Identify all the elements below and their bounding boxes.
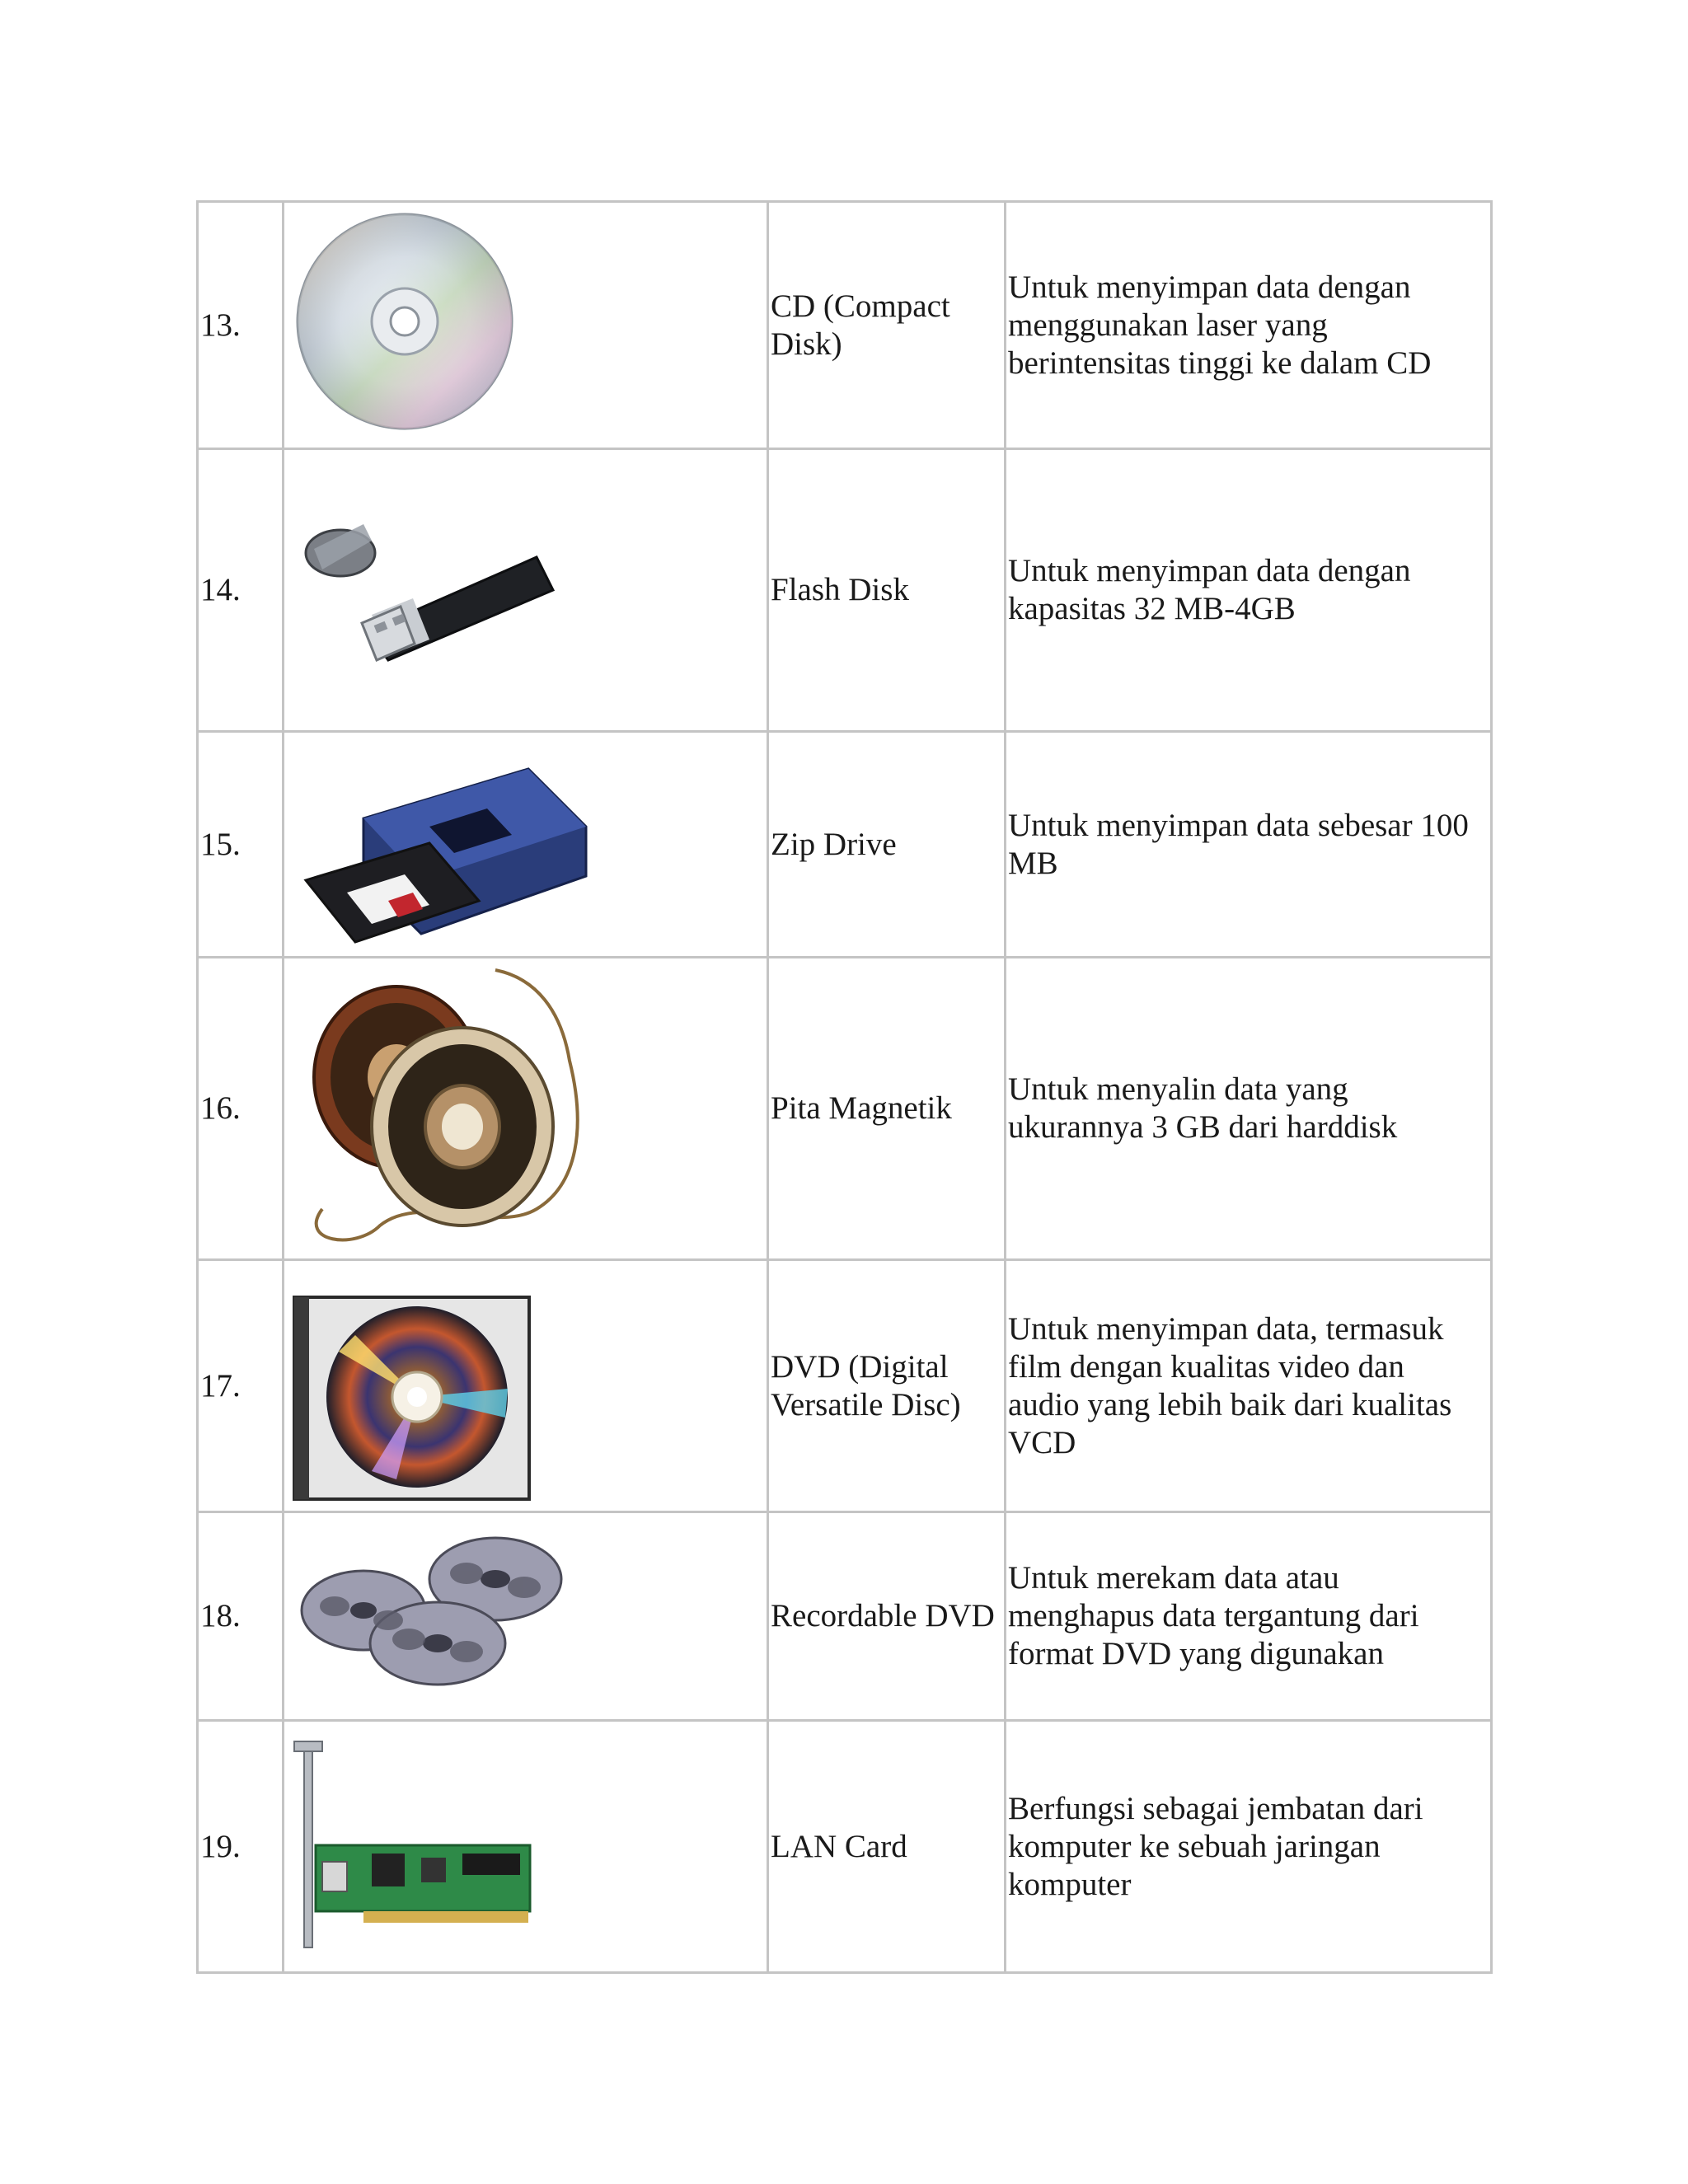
row-image xyxy=(284,1260,768,1512)
device-name: Flash Disk xyxy=(768,449,1006,732)
flash-disk-icon xyxy=(289,508,570,673)
device-name: Pita Magnetik xyxy=(768,958,1006,1260)
device-name: DVD (Digital Versatile Disc) xyxy=(768,1260,1006,1512)
table-row xyxy=(198,958,1492,1260)
device-description: Untuk menyimpan data dengan kapasitas 32 MB-4GB xyxy=(1006,449,1492,732)
row-image xyxy=(284,732,768,958)
table-row xyxy=(198,202,1492,449)
lan-card-icon xyxy=(289,1738,537,1952)
row-image xyxy=(284,958,768,1260)
table-row xyxy=(198,449,1492,732)
row-image xyxy=(284,449,768,732)
device-name: Zip Drive xyxy=(768,732,1006,958)
recordable-dvd-reels-icon xyxy=(289,1528,570,1693)
table-row xyxy=(198,1512,1492,1721)
device-description: Untuk menyimpan data dengan menggunakan laser yang berintensitas tinggi ke dalam CD xyxy=(1006,202,1492,449)
dvd-case-icon xyxy=(289,1294,537,1508)
row-image xyxy=(284,1512,768,1721)
row-number: 13. xyxy=(198,202,284,449)
table-row xyxy=(198,1721,1492,1973)
zip-drive-icon xyxy=(289,736,594,950)
device-description: Untuk merekam data atau menghapus data tergantung dari format DVD yang digunakan xyxy=(1006,1512,1492,1721)
row-image xyxy=(284,1721,768,1973)
device-description: Berfungsi sebagai jembatan dari komputer ke sebuah jaringan komputer xyxy=(1006,1721,1492,1973)
storage-devices-table xyxy=(196,200,1493,1974)
device-description: Untuk menyimpan data, termasuk film dengan kualitas video dan audio yang lebih baik dari kualitas VCD xyxy=(1006,1260,1492,1512)
row-number: 15. xyxy=(198,732,284,958)
row-number: 14. xyxy=(198,449,284,732)
row-number: 17. xyxy=(198,1260,284,1512)
row-image xyxy=(284,202,768,449)
cd-disc-icon xyxy=(289,206,520,437)
row-number: 18. xyxy=(198,1512,284,1721)
device-description: Untuk menyimpan data sebesar 100 MB xyxy=(1006,732,1492,958)
device-name: LAN Card xyxy=(768,1721,1006,1973)
device-description: Untuk menyalin data yang ukurannya 3 GB dari harddisk xyxy=(1006,958,1492,1260)
table-row xyxy=(198,732,1492,958)
magnetic-tape-icon xyxy=(289,962,603,1258)
row-number: 16. xyxy=(198,958,284,1260)
row-number: 19. xyxy=(198,1721,284,1973)
device-name: Recordable DVD xyxy=(768,1512,1006,1721)
table-row xyxy=(198,1260,1492,1512)
device-name: CD (Compact Disk) xyxy=(768,202,1006,449)
